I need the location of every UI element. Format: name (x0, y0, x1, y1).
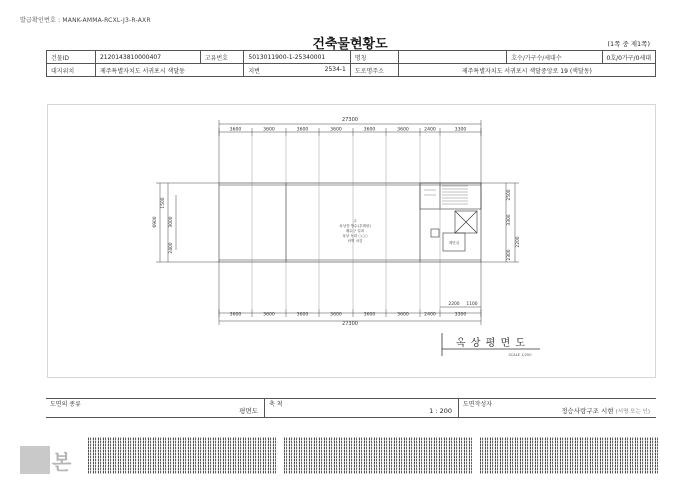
barcode-1-icon (88, 437, 276, 474)
left-dim-3: 6900 (153, 216, 158, 228)
bottom-segment-dim: 3600 (330, 312, 342, 318)
value-site-location: 제주특별자치도 서귀포시 색달동 (95, 64, 243, 77)
note-line-2: 옥상층 방수(우레탄) (339, 224, 371, 228)
bottom-segment-dim: 3600 (229, 312, 242, 318)
bottom-small-dim-1: 2200 (448, 302, 460, 307)
bottom-segment-dim: 3600 (363, 312, 376, 318)
value-author-sign: (서명 또는 인) (615, 409, 650, 415)
plan-scale-note: SCALE 1/200 (508, 353, 532, 357)
label-building-id: 건물ID (47, 51, 96, 64)
stair-core (420, 183, 481, 209)
barcode-3-icon (480, 437, 658, 474)
page-indicator: (1쪽 중 제1쪽) (607, 40, 650, 48)
top-segment-dim: 3600 (229, 127, 242, 133)
note-line-4: 옥상 녹화 ○○○ (342, 234, 368, 238)
top-segment-dim: 3600 (330, 127, 342, 133)
top-segment-dim: 3600 (263, 127, 275, 133)
top-segment-dim: 2400 (424, 127, 436, 133)
left-dim-1: 1500 (161, 197, 166, 209)
value-unique-number: 5013011900-1-25340001 (244, 51, 351, 64)
left-dim-4: 2400 (169, 242, 174, 254)
top-segment-dim: 3600 (296, 127, 309, 133)
value-author-cell (561, 406, 650, 415)
bottom-small-dim-2: 1100 (466, 302, 478, 307)
label-drawing-type: 도면의 종류 (50, 401, 81, 408)
top-segment-dim: 3300 (454, 127, 467, 133)
right-dim-2: 3300 (507, 214, 512, 226)
barcode-2-icon (284, 437, 472, 474)
label-units: 호수/가구수/세대수 (507, 51, 602, 64)
label-road-address: 도로명주소 (350, 64, 398, 77)
top-segment-dim: 3600 (397, 127, 409, 133)
issue-number: 발급확인번호 : MANK-AMMA-RCXL-J3-R-AXR (20, 17, 151, 24)
value-building-id: 2120143810000407 (95, 51, 200, 64)
note-line-3: 배수구 설치 (345, 229, 365, 233)
seal-stamp-icon (20, 446, 50, 474)
right-dim-1: 2500 (507, 189, 512, 201)
label-site-location: 대지위치 (47, 64, 96, 77)
overall-dim-bottom: 27300 (342, 321, 358, 327)
label-lot-number: 지번 (248, 67, 260, 75)
building-outline (219, 183, 481, 262)
footer-drawing-type (46, 399, 265, 418)
right-dim-4: 2300 (507, 249, 512, 261)
drawing-info-footer (46, 398, 656, 418)
value-drawing-type: 평면도 (239, 407, 258, 415)
note-line-1: 주 (353, 219, 357, 223)
label-scale: 축 척 (269, 401, 283, 408)
stair-room-label: 계단실 (448, 241, 460, 245)
bottom-segment-dim: 3600 (263, 312, 275, 318)
plan-title: 옥 상 평 면 도 (455, 338, 527, 349)
right-dim-3: 2200 (516, 236, 521, 248)
bottom-segment-dim: 3600 (296, 312, 309, 318)
value-units: 0호/0가구/0세대 (602, 51, 655, 64)
note-line-5: 외벽 마감 (347, 239, 363, 243)
label-name: 명칭 (350, 51, 398, 64)
stamp-text: 본 (52, 450, 72, 474)
left-dim-2: 3000 (169, 216, 174, 228)
value-scale: 1 : 200 (429, 407, 452, 415)
bottom-segment-dim: 3600 (397, 312, 409, 318)
top-segment-dim: 3600 (363, 127, 376, 133)
bottom-segment-dim: 3300 (454, 312, 467, 318)
value-author: 정승사랑구조 시현 (561, 407, 614, 415)
label-author: 도면작성자 (463, 401, 492, 408)
overall-dim-top: 27300 (342, 117, 358, 123)
value-road-address: 제주특별자치도 서귀포시 색달중앙로 19 (색달동) (398, 64, 655, 77)
label-unique-number: 고유번호 (200, 51, 244, 64)
footer-author (459, 399, 657, 418)
footer-scale (265, 399, 459, 418)
bottom-segment-dim: 2400 (424, 312, 436, 318)
value-lot-number: 2534-1 (324, 65, 346, 73)
footer-row (46, 399, 656, 418)
document-title: 건축물현황도 (312, 37, 388, 52)
